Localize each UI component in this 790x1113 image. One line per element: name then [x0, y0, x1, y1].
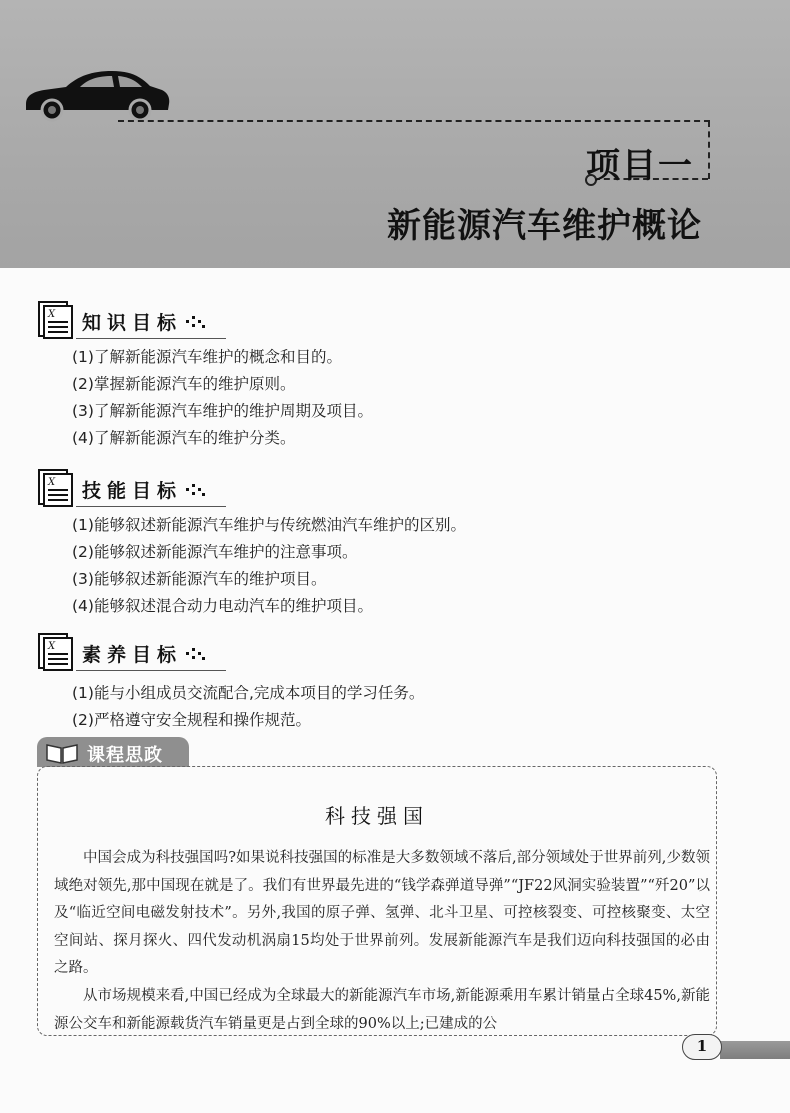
- notebook-icon: [36, 300, 74, 340]
- list-item: (1)能够叙述新能源汽车维护与传统燃油汽车维护的区别。: [72, 516, 466, 534]
- list-item: (1)能与小组成员交流配合,完成本项目的学习任务。: [72, 684, 425, 702]
- knowledge-goal-list: [72, 344, 373, 452]
- decor-dashed-line: [708, 121, 710, 179]
- car-icon: [22, 60, 172, 122]
- sizheng-tab-label: 课程思政: [87, 745, 163, 766]
- section-underline: [76, 670, 226, 671]
- list-item: (2)能够叙述新能源汽车维护的注意事项。: [72, 543, 358, 561]
- list-item: (3)了解新能源汽车维护的维护周期及项目。: [72, 402, 373, 420]
- list-item: (1)了解新能源汽车维护的概念和目的。: [72, 348, 342, 366]
- literacy-goal-list: [72, 680, 424, 734]
- skill-goal-list: [72, 512, 466, 620]
- section-underline: [76, 506, 226, 507]
- section-title: 知识目标: [82, 312, 183, 334]
- decor-dashed-line: [118, 120, 710, 122]
- list-item: (4)能够叙述混合动力电动汽车的维护项目。: [72, 597, 373, 615]
- chapter-title: 新能源汽车维护概论: [387, 206, 702, 246]
- sizheng-tab: [37, 737, 189, 767]
- decor-dots: [186, 482, 206, 498]
- notebook-icon: [36, 632, 74, 672]
- svg-text:X: X: [48, 477, 56, 488]
- section-underline: [76, 338, 226, 339]
- decor-dots: [186, 314, 206, 330]
- page-number: 1: [682, 1034, 722, 1060]
- svg-text:X: X: [48, 309, 56, 320]
- page-number-bar: [720, 1041, 790, 1059]
- sizheng-heading: 科技强国: [325, 804, 429, 828]
- section-title: 素养目标: [82, 644, 183, 666]
- sizheng-paragraph: 中国会成为科技强国吗?如果说科技强国的标准是大多数领域不落后,部分领域处于世界前列,少数领域绝对领先,那中国现在就是了。我们有世界最先进的“钱学森弹道导弹”“JF22风洞实验装置”“歼20”以及“临近空间电磁发射技术”。另外,我国的原子弹、氢弹、北斗卫星、可控核裂变、可控核聚变、太空空间站、探月探火、四代发动机涡扇15均处于世界前列。发展新能源汽车是我们迈向科技强国的必由之路。: [54, 850, 710, 976]
- open-book-icon: [45, 742, 79, 764]
- notebook-icon: [36, 468, 74, 508]
- project-number: 项目一: [586, 146, 694, 186]
- decor-dots: [186, 646, 206, 662]
- header-band: [0, 0, 790, 268]
- section-title: 技能目标: [82, 480, 183, 502]
- svg-text:X: X: [48, 641, 56, 652]
- sizheng-paragraph: 从市场规模来看,中国已经成为全球最大的新能源汽车市场,新能源乘用车累计销量占全球45%,新能源公交车和新能源载货汽车销量更是占到全球的90%以上;已建成的公: [54, 988, 710, 1032]
- list-item: (3)能够叙述新能源汽车的维护项目。: [72, 570, 327, 588]
- list-item: (2)严格遵守安全规程和操作规范。: [72, 711, 311, 729]
- list-item: (2)掌握新能源汽车的维护原则。: [72, 375, 296, 393]
- list-item: (4)了解新能源汽车的维护分类。: [72, 429, 296, 447]
